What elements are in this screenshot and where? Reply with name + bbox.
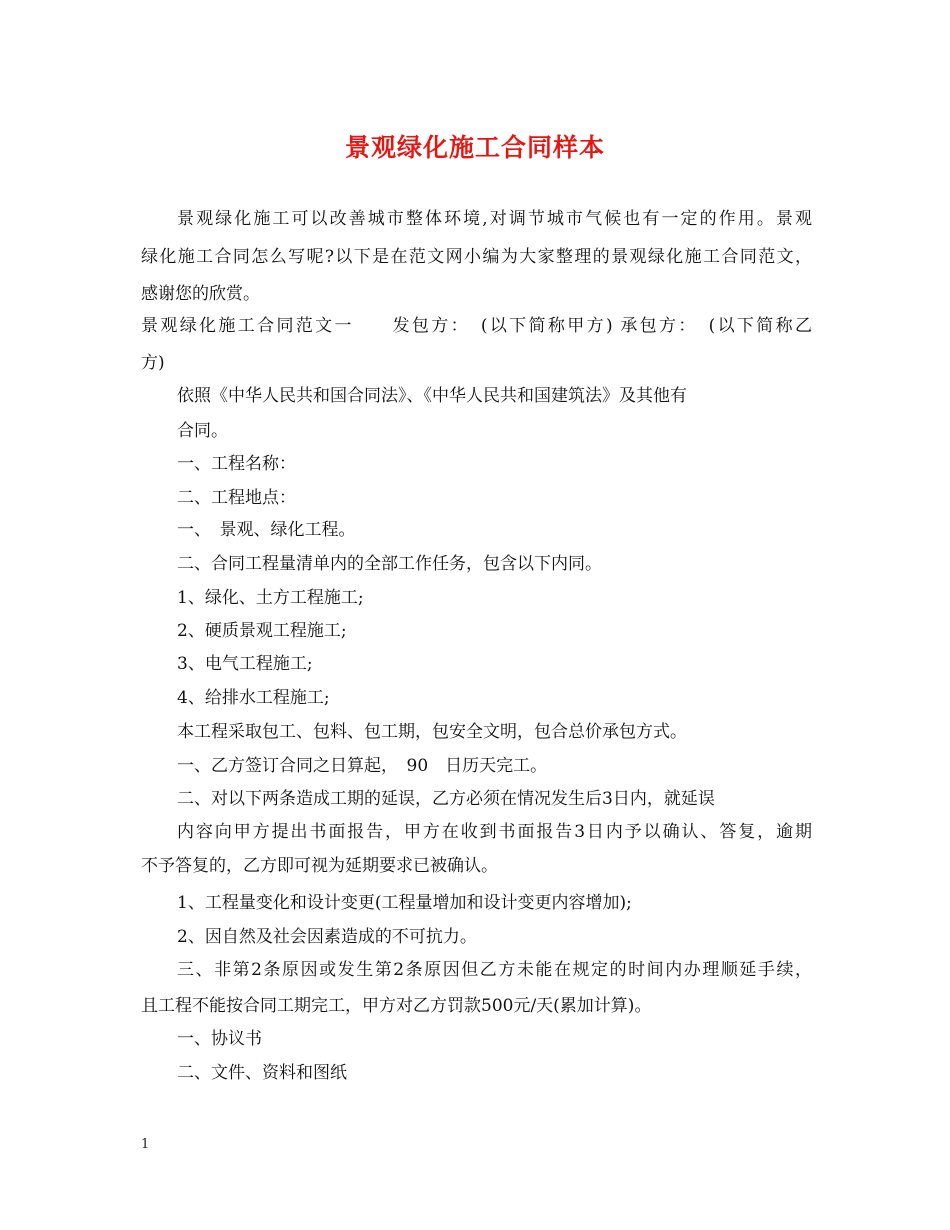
paragraph-line: 本工程采取包工、包料、包工期，包安全文明，包合总价承包方式。 bbox=[177, 722, 687, 742]
list-item: 一、协议书 bbox=[177, 1029, 262, 1049]
list-item: 2、硬质景观工程施工; bbox=[177, 621, 347, 641]
list-item: 二、对以下两条造成工期的延误，乙方必须在情况发生后3日内，就延误 bbox=[177, 789, 715, 809]
paragraph-line: 方) bbox=[141, 353, 165, 373]
list-item: 二、文件、资料和图纸 bbox=[177, 1063, 347, 1083]
list-item: 3、电气工程施工; bbox=[177, 654, 313, 674]
paragraph-line: 依照《中华人民共和国合同法》、《中华人民共和国建筑法》及其他有 bbox=[177, 386, 687, 406]
list-item: 1、绿化、土方工程施工; bbox=[177, 588, 364, 608]
paragraph-line: 景观绿化施工可以改善城市整体环境,对调节城市气候也有一定的作用。景观 bbox=[177, 209, 812, 229]
list-item: 2、因自然及社会因素造成的不可抗力。 bbox=[177, 927, 477, 947]
paragraph-line: 景观绿化施工合同范文一 发包方： (以下简称甲方) 承包方： (以下简称乙 bbox=[141, 316, 812, 336]
list-item: 1、工程量变化和设计变更(工程量增加和设计变更内容增加); bbox=[177, 893, 632, 913]
section-heading: 二、工程地点： bbox=[177, 488, 296, 508]
document-title: 景观绿化施工合同样本 bbox=[344, 133, 605, 162]
paragraph-line: 内容向甲方提出书面报告，甲方在收到书面报告3日内予以确认、答复，逾期 bbox=[177, 822, 812, 842]
paragraph-line: 三、非第2条原因或发生第2条原因但乙方未能在规定的时间内办理顺延手续， bbox=[177, 960, 812, 980]
section-heading: 一、工程名称： bbox=[177, 454, 296, 474]
paragraph-line: 合同。 bbox=[177, 421, 228, 441]
paragraph-line: 且工程不能按合同工期完工，甲方对乙方罚款500元/天(累加计算)。 bbox=[141, 996, 652, 1016]
paragraph-line: 不予答复的，乙方即可视为延期要求已被确认。 bbox=[141, 856, 498, 876]
list-item: 一、 景观、绿化工程。 bbox=[177, 520, 356, 540]
list-item: 4、给排水工程施工; bbox=[177, 688, 330, 708]
paragraph-line: 绿化施工合同怎么写呢?以下是在范文网小编为大家整理的景观绿化施工合同范文， bbox=[141, 247, 812, 267]
paragraph-line: 感谢您的欣赏。 bbox=[141, 284, 260, 304]
page-number: 1 bbox=[141, 1137, 150, 1152]
list-item: 二、合同工程量清单内的全部工作任务，包含以下内同。 bbox=[177, 554, 602, 574]
list-item: 一、乙方签订合同之日算起， 90 日历天完工。 bbox=[177, 756, 548, 776]
